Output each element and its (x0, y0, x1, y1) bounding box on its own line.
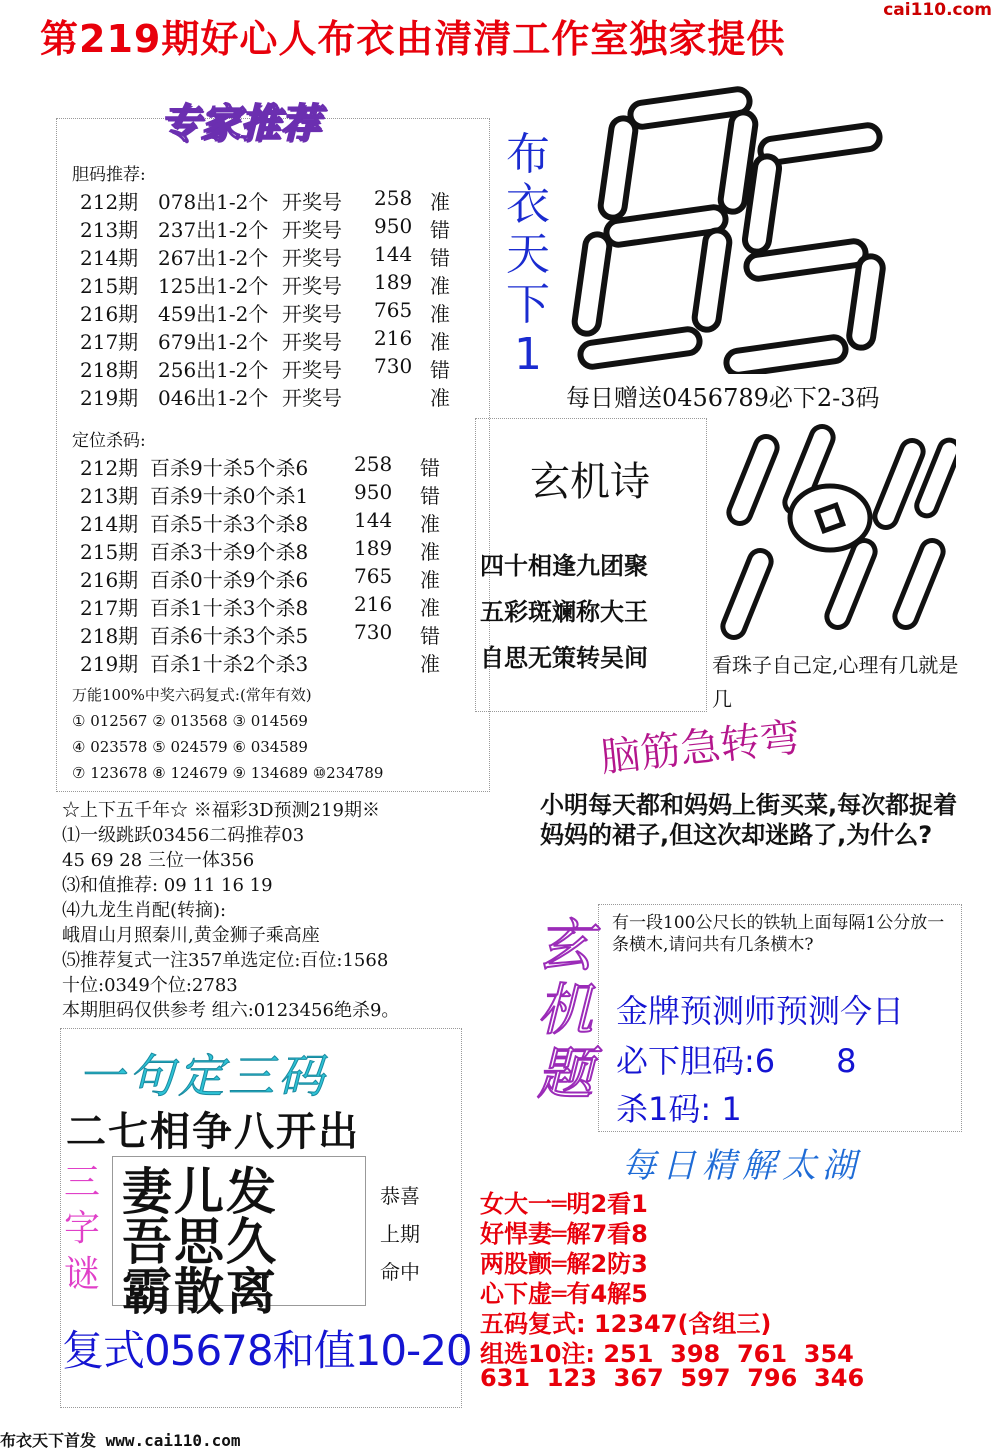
riddle-word: 霸散离 (122, 1262, 278, 1321)
dan-result: 准 (430, 190, 450, 214)
vertical-title (498, 130, 558, 380)
dan-pick: 046出1-2个 (158, 386, 269, 410)
kill-pick: 百杀0十杀9个杀6 (150, 568, 309, 592)
history-line: 45 69 28 三位一体356 (62, 850, 255, 871)
dan-result: 准 (430, 330, 450, 354)
kill-period: 212期 (80, 456, 139, 480)
dan-pick: 078出1-2个 (158, 190, 269, 214)
dan-result: 错 (430, 358, 450, 382)
history-line: ⑸推荐复式一注357单选定位:百位:1568 (62, 950, 389, 971)
six-code-row: ⑦ 123678 ⑧ 124679 ⑨ 134689 ⑩234789 (72, 764, 384, 782)
mystery-label (530, 915, 600, 1107)
kill-period: 217期 (80, 596, 139, 620)
riddle-word: 妻儿发 (122, 1162, 278, 1221)
one-sentence-text: 二七相争八开出 (66, 1109, 360, 1155)
taihu-line: 好悍妻═解7看8 (480, 1220, 648, 1248)
kill-pick: 百杀6十杀3个杀5 (150, 624, 309, 648)
kill-result: 准 (420, 512, 440, 536)
dan-result: 准 (430, 302, 450, 326)
dan-pick: 459出1-2个 (158, 302, 269, 326)
big-digits-85 (560, 82, 900, 374)
dan-period: 219期 (80, 386, 139, 410)
taihu-line: 两股颤═解2防3 (480, 1250, 648, 1278)
dan-draw-label: 开奖号 (282, 330, 342, 354)
dan-number: 950 (374, 214, 413, 238)
dan-period: 216期 (80, 302, 139, 326)
dan-draw-label: 开奖号 (282, 246, 342, 270)
kill-pick: 百杀3十杀9个杀8 (150, 540, 309, 564)
poem-line: 自思无策转吴间 (480, 644, 648, 672)
mystery-label-char: 机 (537, 978, 593, 1043)
rail-problem: 有一段100公尺长的铁轨上面每隔1公分放一条横木,请问共有几条横木? (612, 913, 945, 955)
dan-period: 213期 (80, 218, 139, 242)
kill-number: 950 (354, 480, 393, 504)
dan-period: 214期 (80, 246, 139, 270)
kill-period: 219期 (80, 652, 139, 676)
kill-pick: 百杀9十杀0个杀1 (150, 484, 309, 508)
dan-draw-label: 开奖号 (282, 386, 342, 410)
bead-note: 看珠子自己定,心理有几就是几 (712, 653, 959, 711)
history-line: ⑴一级跳跃03456二码推荐03 (62, 825, 305, 846)
kill-result: 错 (420, 456, 440, 480)
dan-label: 胆码推荐: (72, 165, 146, 185)
brain-teaser-heading: 脑筋急转弯 (598, 714, 803, 782)
vertical-title-char: 布 (506, 129, 550, 180)
history-line: ⑷九龙生肖配(转摘): (62, 900, 227, 921)
dan-pick: 679出1-2个 (158, 330, 269, 354)
history-line: 本期胆码仅供参考 组六:0123456绝杀9。 (62, 1000, 400, 1021)
taihu-line: 组选10注: 251 398 761 354 (480, 1340, 854, 1368)
taihu-line: 五码复式: 12347(含组三) (480, 1310, 772, 1338)
expert-heading: 专家推荐 (160, 101, 320, 147)
mystery-label-char: 玄 (537, 914, 593, 979)
taihu-line: 631 123 367 597 796 346 (480, 1364, 865, 1392)
kill-number: 189 (354, 536, 393, 560)
dan-period: 217期 (80, 330, 139, 354)
six-code-label: 万能100%中奖六码复式:(常年有效) (72, 686, 312, 704)
poem-line: 四十相逢九团聚 (480, 552, 648, 580)
kill-result: 准 (420, 596, 440, 620)
riddle-word: 吾思久 (122, 1212, 278, 1271)
kill-label: 定位杀码: (72, 431, 146, 451)
history-line: ⑶和值推荐: 09 11 16 19 (62, 875, 273, 896)
dan-number: 144 (374, 242, 413, 266)
kill-pick: 百杀9十杀5个杀6 (150, 456, 309, 480)
dan-draw-label: 开奖号 (282, 190, 342, 214)
dan-period: 212期 (80, 190, 139, 214)
kill-number: 730 (354, 620, 393, 644)
congrats-text: 命中 (380, 1260, 420, 1284)
brain-teaser-text: 小明每天都和妈妈上街买菜,每次都捉着妈妈的裙子,但这次却迷路了,为什么? (540, 791, 958, 849)
vertical-title-char: 天 (506, 229, 550, 280)
dan-draw-label: 开奖号 (282, 358, 342, 382)
taihu-line: 心下虚═有4解5 (480, 1280, 648, 1308)
dan-draw-label: 开奖号 (282, 302, 342, 326)
vertical-title-char: 下 (506, 279, 550, 330)
dan-period: 218期 (80, 358, 139, 382)
dan-result: 准 (430, 386, 450, 410)
kill-result: 准 (420, 568, 440, 592)
gold-line: 杀1码: 1 (616, 1090, 742, 1128)
bead-digits-image (712, 418, 956, 644)
footer-credit: 布衣天下首发 www.cai110.com (0, 1431, 241, 1450)
history-line: 十位:0349个位:2783 (62, 975, 238, 996)
one-sentence-heading: 一句定三码 (78, 1049, 328, 1103)
kill-number: 144 (354, 508, 393, 532)
dan-number: 216 (374, 326, 413, 350)
kill-pick: 百杀5十杀3个杀8 (150, 512, 309, 536)
dan-result: 错 (430, 218, 450, 242)
kill-number: 765 (354, 564, 393, 588)
kill-result: 准 (420, 540, 440, 564)
vertical-title-char: 衣 (506, 179, 550, 230)
vertical-title-char: 1 (514, 329, 542, 380)
dan-pick: 125出1-2个 (158, 274, 269, 298)
kill-number: 258 (354, 452, 393, 476)
dan-draw-label: 开奖号 (282, 218, 342, 242)
dan-draw-label: 开奖号 (282, 274, 342, 298)
dan-result: 错 (430, 246, 450, 270)
kill-result: 准 (420, 652, 440, 676)
taihu-heading: 每日精解太湖 (622, 1146, 862, 1186)
gold-line: 必下胆码:6 8 (616, 1042, 857, 1080)
congrats-text: 上期 (380, 1222, 420, 1246)
history-line: ☆上下五千年☆ ※福彩3D预测219期※ (62, 800, 380, 821)
kill-period: 216期 (80, 568, 139, 592)
page-title: 第219期好心人布衣由清清工作室独家提供 (40, 17, 786, 61)
six-code-row: ① 012567 ② 013568 ③ 014569 (72, 712, 308, 730)
daily-gift: 每日赠送0456789必下2-3码 (566, 384, 880, 412)
site-watermark[interactable]: cai110.com (883, 0, 992, 20)
kill-pick: 百杀1十杀2个杀3 (150, 652, 309, 676)
congrats-text: 恭喜 (380, 1184, 420, 1208)
dan-number: 765 (374, 298, 413, 322)
dan-result: 准 (430, 274, 450, 298)
poem-line: 五彩斑斓称大王 (480, 598, 648, 626)
history-line: 峨眉山月照秦川,黄金狮子乘高座 (62, 925, 320, 946)
kill-result: 错 (420, 484, 440, 508)
three-char-label: 三字谜 (64, 1162, 101, 1295)
kill-number: 216 (354, 592, 393, 616)
history-predictions (62, 798, 482, 1023)
kill-result: 错 (420, 624, 440, 648)
dan-number: 189 (374, 270, 413, 294)
poem-heading: 玄机诗 (530, 459, 650, 505)
dan-number: 258 (374, 186, 413, 210)
six-code-row: ④ 023578 ⑤ 024579 ⑥ 034589 (72, 738, 308, 756)
dan-pick: 256出1-2个 (158, 358, 269, 382)
taihu-line: 女大一═明2看1 (480, 1190, 648, 1218)
dan-pick: 237出1-2个 (158, 218, 269, 242)
kill-pick: 百杀1十杀3个杀8 (150, 596, 309, 620)
kill-period: 215期 (80, 540, 139, 564)
combo-line: 复式05678和值10-20 (62, 1326, 472, 1375)
dan-pick: 267出1-2个 (158, 246, 269, 270)
gold-line: 金牌预测师预测今日 (616, 992, 905, 1030)
dan-number: 730 (374, 354, 413, 378)
dan-period: 215期 (80, 274, 139, 298)
kill-period: 213期 (80, 484, 139, 508)
kill-period: 218期 (80, 624, 139, 648)
kill-period: 214期 (80, 512, 139, 536)
mystery-label-char: 题 (537, 1042, 593, 1107)
